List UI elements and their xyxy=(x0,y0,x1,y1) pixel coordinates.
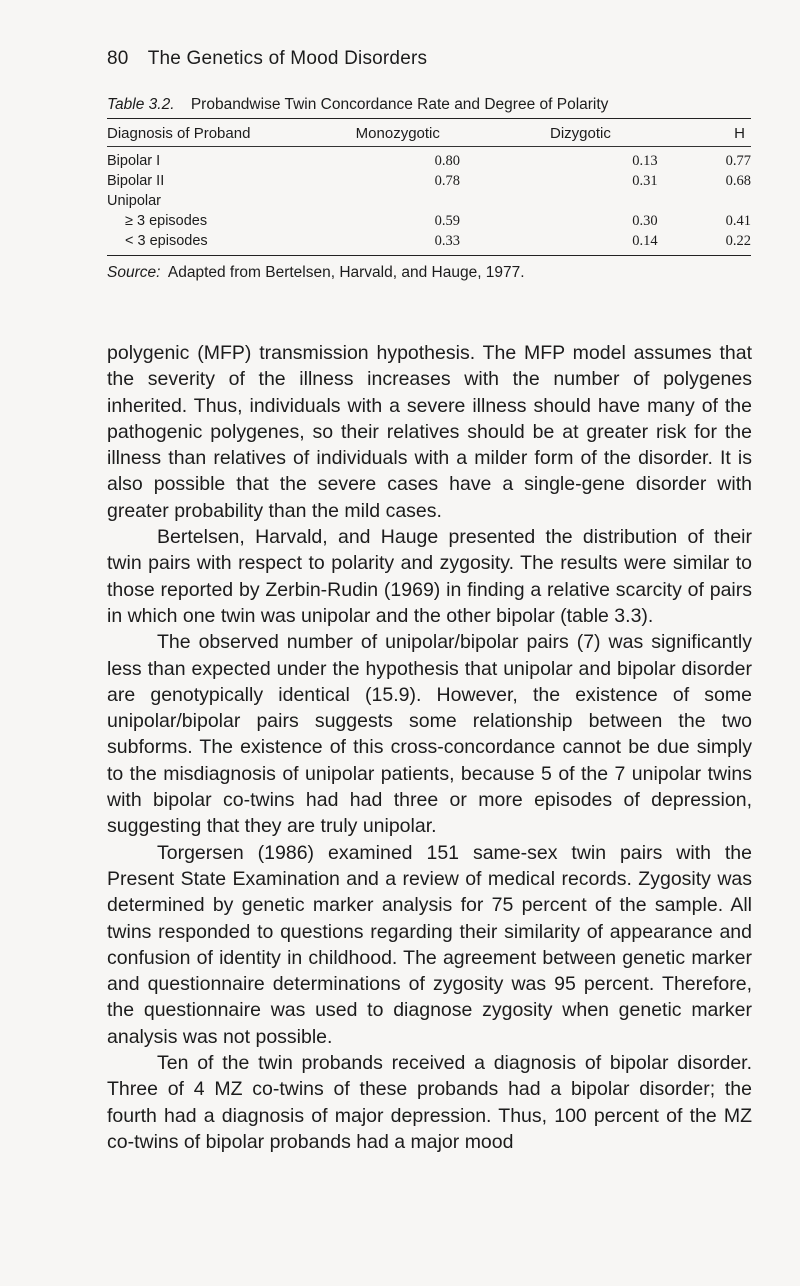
diagnosis-cell: ≥ 3 episodes xyxy=(125,213,208,229)
table-row xyxy=(107,231,751,255)
paragraph: polygenic (MFP) transmission hypothesis. The MFP model assumes that the severity of the illness increases with the number of polygenes inherited. Thus, individuals with a severe illness should have many of the pathogenic polygenes, so their relatives should be at greater risk for the illness than relatives of individuals with a milder form of the disorder. It is also possible that the severe cases have a single-gene disorder with greater probability than the mild cases. xyxy=(107,342,752,522)
table-caption xyxy=(107,94,751,118)
column-header-dizygotic: Dizygotic xyxy=(550,125,611,142)
h-cell: 0.68 xyxy=(725,173,751,189)
column-header-diagnosis: Diagnosis of Proband xyxy=(107,125,251,142)
diagnosis-cell: Bipolar I xyxy=(107,153,161,169)
h-cell: 0.77 xyxy=(725,153,751,169)
table-label: Table 3.2. xyxy=(107,96,175,113)
diagnosis-cell: Unipolar xyxy=(107,193,161,209)
source-label: Source: xyxy=(107,264,161,281)
h-cell: 0.41 xyxy=(725,213,751,229)
dz-cell xyxy=(510,191,726,211)
table-row xyxy=(107,191,751,211)
page-number: 80 xyxy=(107,48,129,69)
table-row xyxy=(107,171,751,191)
column-header-h: H xyxy=(734,125,745,142)
dz-cell: 0.30 xyxy=(632,213,658,229)
mz-cell: 0.33 xyxy=(434,233,460,249)
table-3-2 xyxy=(107,94,751,282)
concordance-table xyxy=(107,119,751,255)
paragraph: The observed number of unipolar/bipolar pairs (7) was significantly less than expected under the hypothesis that unipolar and bipolar disorder are genotypically identical (15.9). However, the existence of some unipolar/bipolar pairs suggests some relationship between the two subforms. The existence of this cross-concordance cannot be due simply to the misdiagnosis of unipolar patients, because 5 of the 7 unipolar twins with bipolar co-twins had had three or more episodes of depression, suggesting that they are truly unipolar. xyxy=(107,631,752,838)
paragraph: Bertelsen, Harvald, and Hauge presented the distribution of their twin pairs with respect to polarity and zygosity. The results were similar to those reported by Zerbin-Rudin (1969) in finding a relative scarcity of pairs in which one twin was unipolar and the other bipolar (table 3.3). xyxy=(107,526,752,627)
mz-cell: 0.59 xyxy=(434,213,460,229)
column-header-monozygotic: Monozygotic xyxy=(355,125,440,142)
diagnosis-cell: Bipolar II xyxy=(107,173,165,189)
mz-cell xyxy=(344,191,510,211)
running-title: The Genetics of Mood Disorders xyxy=(147,48,428,69)
paragraph: Ten of the twin probands received a diagnosis of bipolar disorder. Three of 4 MZ co-twins of these probands had a bipolar disorder; the fourth had a diagnosis of major depression. Thus, 100 percent of the MZ co-twins of bipolar probands had a major mood xyxy=(107,1052,752,1153)
table-header-row xyxy=(107,119,751,147)
diagnosis-cell: < 3 episodes xyxy=(125,233,208,249)
paragraph: Torgersen (1986) examined 151 same-sex twin pairs with the Present State Examination and a review of medical records. Zygosity was determined by genetic marker analysis for 75 percent of the sample. All twins responded to questions regarding their similarity of appearance and confusion of identity in childhood. The agreement between genetic marker and questionnaire determinations of zygosity was 95 percent. Therefore, the questionnaire was used to diagnose zygosity when genetic marker analysis was not possible. xyxy=(107,841,752,1048)
table-row xyxy=(107,147,751,172)
running-head xyxy=(107,48,427,70)
source-text: Adapted from Bertelsen, Harvald, and Hauge, 1977. xyxy=(167,264,525,281)
dz-cell: 0.31 xyxy=(632,173,658,189)
body-text xyxy=(107,340,752,1155)
table-bottom-rule xyxy=(107,255,751,256)
mz-cell: 0.78 xyxy=(434,173,460,189)
h-cell xyxy=(726,191,751,211)
dz-cell: 0.14 xyxy=(632,233,658,249)
table-title: Probandwise Twin Concordance Rate and Degree of Polarity xyxy=(190,96,609,113)
table-source-note xyxy=(107,264,751,282)
h-cell: 0.22 xyxy=(725,233,751,249)
mz-cell: 0.80 xyxy=(434,153,460,169)
dz-cell: 0.13 xyxy=(632,153,658,169)
table-row xyxy=(107,211,751,231)
